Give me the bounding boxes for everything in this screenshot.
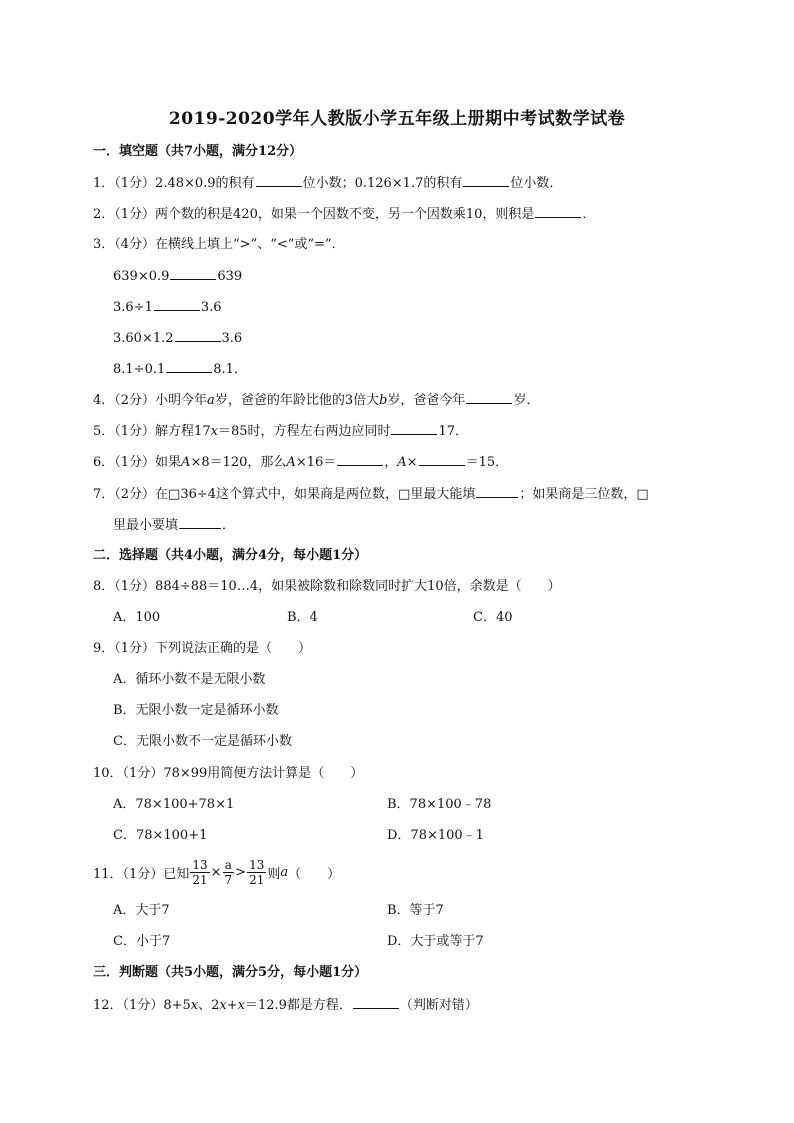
section-heading-fill-in: 一．填空题（共7小题，满分12分） (93, 144, 303, 159)
option-b[interactable]: B．无限小数一定是循环小数 (113, 703, 279, 718)
question-5: 5．（1分）解方程17x＝85时，方程左右两边应同时 17． (93, 424, 469, 439)
answer-blank[interactable] (535, 205, 581, 218)
option-a[interactable]: A．78×100+78×1 (113, 797, 235, 812)
option-b[interactable]: B．4 (287, 610, 318, 625)
question-7: 7．（2分）在□36÷4这个算式中，如果商是两位数，□里最大能填 ；如果商是三位数，□ (93, 487, 649, 502)
answer-blank[interactable] (476, 485, 518, 498)
option-a[interactable]: A．100 (113, 610, 161, 625)
option-a[interactable]: A．循环小数不是无限小数 (113, 672, 266, 687)
answer-blank[interactable] (166, 360, 212, 373)
question-7-continued: 里最小要填 ． (113, 518, 236, 533)
question-1: 1．（1分）2.48×0.9的积有 位小数；0.126×1.7的积有 位小数． (93, 176, 563, 191)
answer-blank[interactable] (466, 391, 512, 404)
answer-blank[interactable] (154, 298, 200, 311)
answer-blank[interactable] (391, 422, 437, 435)
question-3-item-1: 639×0.9 639 (113, 269, 243, 284)
answer-blank[interactable] (337, 453, 383, 466)
fraction: $\frac{13}{21}$ (249, 858, 265, 887)
option-c[interactable]: C．无限小数不一定是循环小数 (113, 734, 292, 749)
page-title: 2019-2020学年人教版小学五年级上册期中考试数学试卷 (168, 109, 626, 129)
answer-blank[interactable] (179, 516, 221, 529)
answer-blank[interactable] (175, 329, 221, 342)
question-11: 11．（1分）已知 $\frac{13}{21}$ × $\frac{a}{7}$ > $\frac{13}{21}$ 则 a （ ） (93, 858, 341, 887)
answer-blank[interactable] (256, 174, 302, 187)
question-6: 6．（1分）如果A×8＝120，那么A×16＝ ，A× ＝15． (93, 455, 509, 470)
question-3-item-3: 3.60×1.2 3.6 (113, 331, 243, 346)
question-10: 10．（1分）78×99用简便方法计算是（ ） (93, 766, 364, 781)
fraction: $\frac{13}{21}$ (192, 858, 208, 887)
option-c[interactable]: C．40 (473, 610, 513, 625)
question-3-item-2: 3.6÷1 3.6 (113, 300, 222, 315)
answer-blank[interactable] (353, 996, 399, 1009)
question-2: 2．（1分）两个数的积是420，如果一个因数不变，另一个因数乘10，则积是 ． (93, 207, 596, 222)
section-heading-choice: 二．选择题（共4小题，满分4分，每小题1分） (93, 548, 368, 563)
option-d[interactable]: D．78×100﹣1 (387, 828, 484, 843)
question-9: 9．（1分）下列说法正确的是（ ） (93, 641, 312, 656)
answer-blank[interactable] (463, 174, 509, 187)
option-a[interactable]: A．大于7 (113, 903, 170, 918)
section-heading-judgement: 三．判断题（共5小题，满分5分，每小题1分） (93, 965, 368, 980)
question-4: 4．（2分）小明今年a岁，爸爸的年龄比他的3倍大b岁，爸爸今年 岁． (93, 393, 540, 408)
question-12: 12．（1分）8+5x、2x+x＝12.9都是方程． （判断对错） (93, 998, 478, 1013)
fraction: $\frac{a}{7}$ (224, 858, 233, 887)
question-3-item-4: 8.1÷0.1 8.1． (113, 362, 247, 377)
option-b[interactable]: B．78×100﹣78 (387, 797, 492, 812)
question-8: 8．（1分）884÷88＝10…4，如果被除数和除数同时扩大10倍，余数是（ ） (93, 579, 561, 594)
option-c[interactable]: C．78×100+1 (113, 828, 208, 843)
answer-blank[interactable] (419, 453, 465, 466)
option-b[interactable]: B．等于7 (387, 903, 444, 918)
question-3: 3．（4分）在横线上填上“>”、“<”或“=”． (93, 237, 345, 252)
option-d[interactable]: D．大于或等于7 (387, 934, 484, 949)
answer-blank[interactable] (170, 267, 216, 280)
option-c[interactable]: C．小于7 (113, 934, 171, 949)
